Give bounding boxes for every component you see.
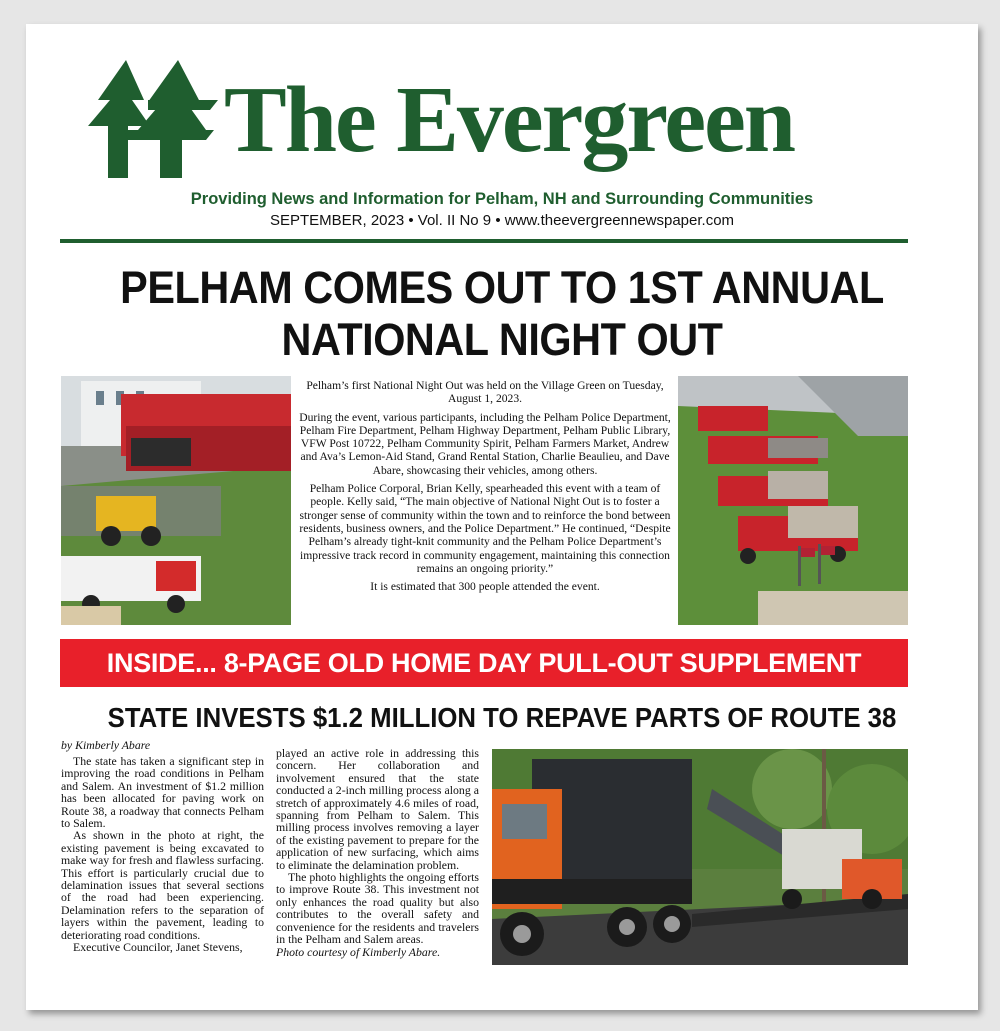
- lead-paragraph: During the event, various participants, including the Pelham Police Department, Pelham Fire Department, Pelham Highway Department, Pelham Public Library, VFW Post 10722, Pelham Community Spirit, Pelham Farmers Market, Andrew and Ava’s Lemon-Aid Stand, Grand Rental Station, Charlie Beaulieu, and Dave Abare, showcasing their vehicles, among others.: [299, 410, 671, 477]
- lead-paragraph: Pelham’s first National Night Out was held on the Village Green on Tuesday, August 1, 2023.: [306, 379, 664, 406]
- masthead: [26, 24, 978, 254]
- lead-headline-line1: PELHAM COMES OUT TO 1ST ANNUAL: [120, 262, 884, 313]
- supplement-banner: INSIDE... 8-PAGE OLD HOME DAY PULL-OUT SUPPLEMENT: [60, 639, 908, 687]
- photo-credit: Photo courtesy of Kimberly Abare.: [276, 944, 441, 959]
- lead-story-body: [298, 379, 672, 598]
- route38-paragraph: Executive Councilor, Janet Stevens,: [73, 940, 243, 955]
- lead-headline: [82, 262, 921, 366]
- night-out-photo-right: [678, 376, 908, 625]
- route38-headline: STATE INVESTS $1.2 MILLION TO REPAVE PARTS OF ROUTE 38: [107, 702, 897, 733]
- lead-paragraph: Pelham Police Corporal, Brian Kelly, spearheaded this event with a team of people. Kelly said, “The main objective of National Night Out is to foster a stronger sense of community within the town and to reinforce the bond between residents, business owners, and the Police Department.” He continued, “Despite Pelham’s already tight-knit community and the Pelham Police Department’s impressive track record in community engagement, maintaining this connection remains an ongoing priority.”: [299, 482, 671, 575]
- lead-paragraph: It is estimated that 300 people attended the event.: [370, 580, 600, 594]
- masthead-divider: [60, 239, 908, 243]
- lead-headline-line2: NATIONAL NIGHT OUT: [281, 314, 723, 365]
- route38-column-1: [61, 755, 264, 954]
- night-out-photo-left: [61, 376, 291, 625]
- newspaper-front-page: [26, 24, 978, 1010]
- route38-paragraph: The state has taken a significant step in improving the road conditions in Pelham and Salem. An investment of $1.2 million has been allocated for paving work on Route 38, a roadway that connects Pelham to Salem.: [61, 754, 264, 831]
- route38-paving-photo: [492, 749, 908, 965]
- route38-paragraph: As shown in the photo at right, the existing pavement is being excavated to make way for fresh and flawless surfacing. This effort is particularly crucial due to delamination issues that several sections of the road had been experiencing. Delamination refers to the separation of layers within the pavement, leading to deteriorating road conditions.: [61, 828, 264, 942]
- dateline: SEPTEMBER, 2023 • Vol. II No 9 • www.theevergreennewspaper.com: [269, 212, 735, 229]
- route38-paragraph: The photo highlights the ongoing efforts to improve Route 38. This investment not only enhances the road quality but also contributes to the overall safety and convenience for the residents and travelers in the Pelham and Salem areas.: [276, 870, 479, 947]
- evergreen-tree-logo-icon: [88, 60, 218, 178]
- tagline: Providing News and Information for Pelham, NH and Surrounding Communities: [190, 190, 814, 208]
- route38-paragraph: played an active role in addressing this concern. Her collaboration and involvement ensured that the state conducted a 2-inch milling process along a stretch of approximately 4.6 miles of road, spanning from Pelham to Salem. This milling process involves removing a layer of the existing pavement to prepare for the application of new surfacing, which aims to eliminate the delamination problem.: [276, 746, 479, 872]
- route38-column-2: [276, 747, 479, 958]
- newspaper-title: The Evergreen: [224, 68, 795, 172]
- byline: by Kimberly Abare: [61, 738, 151, 752]
